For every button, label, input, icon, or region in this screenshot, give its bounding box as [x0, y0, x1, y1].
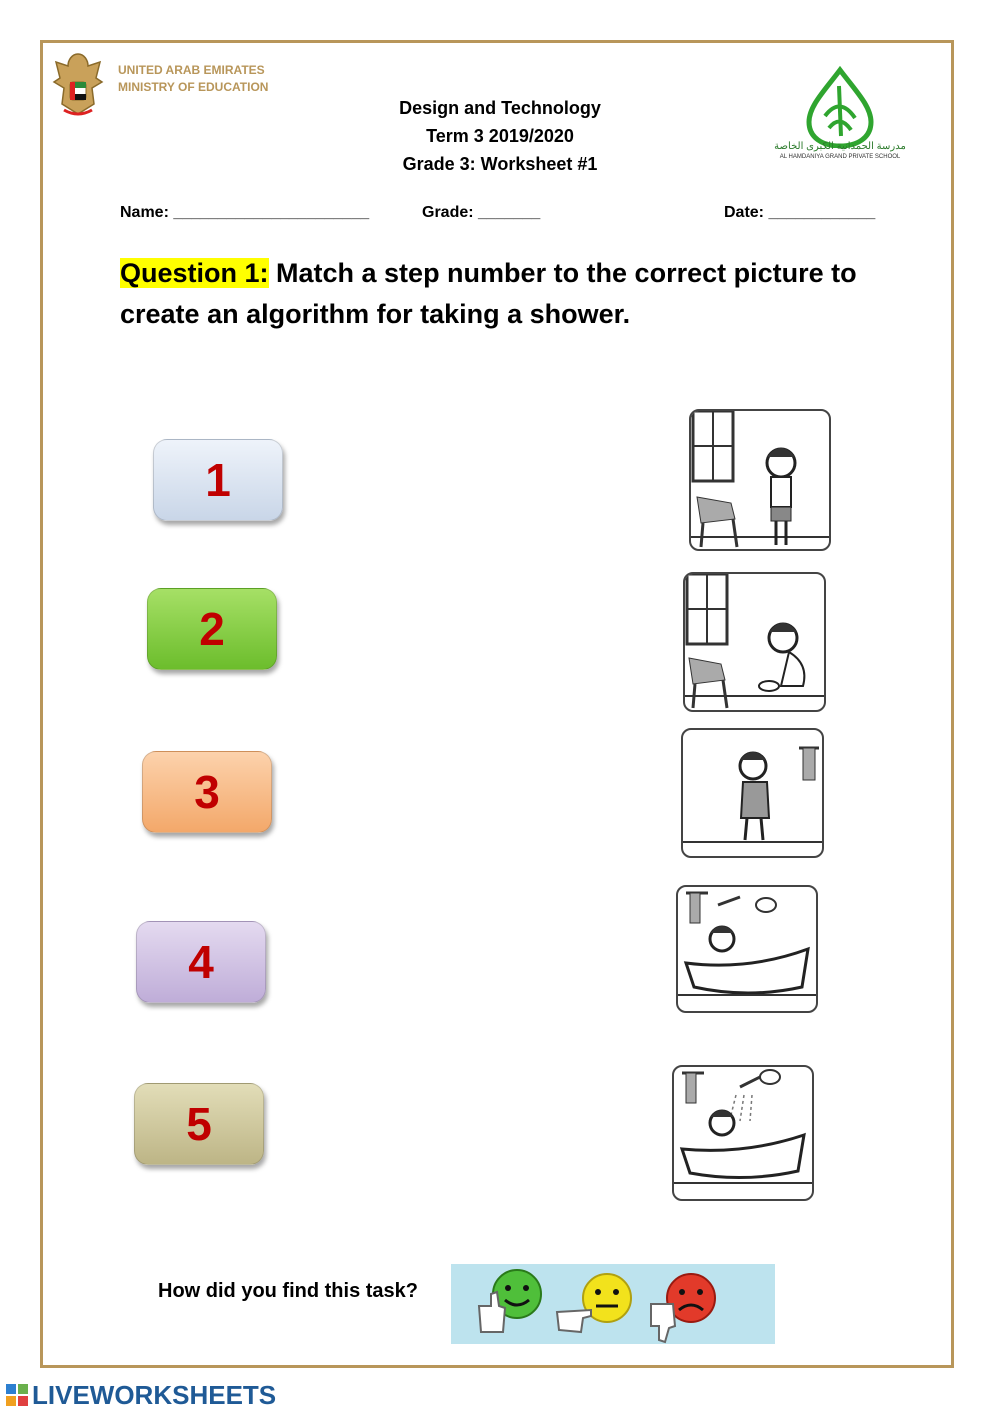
question-text: Match a step number to the correct picture to create an algorithm for taking a shower. [120, 258, 857, 329]
boy-showering-illustration [674, 1067, 812, 1199]
uae-emblem-icon [50, 48, 106, 120]
liveworksheets-logo-icon [6, 1384, 30, 1408]
subject-title: Design and Technology [399, 98, 601, 118]
grade-field[interactable]: Grade: _______ [422, 204, 541, 221]
boy-standing-illustration [691, 411, 829, 549]
picture-boy-standing[interactable] [689, 409, 831, 551]
picture-boy-showering[interactable] [672, 1065, 814, 1201]
sad-thumbs-down-icon[interactable] [651, 1274, 715, 1342]
picture-boy-drying[interactable] [681, 728, 824, 858]
step-box-2[interactable]: 2 [147, 588, 277, 670]
school-english-name: AL HAMDANIYA GRAND PRIVATE SCHOOL [779, 154, 901, 160]
school-logo-icon [795, 66, 885, 148]
ministry-text [118, 62, 268, 96]
question-1 [120, 253, 880, 335]
picture-boy-removing-shoes[interactable] [683, 572, 826, 712]
ministry-line2: MINISTRY OF EDUCATION [118, 80, 269, 94]
step-box-3[interactable]: 3 [142, 751, 272, 833]
neutral-thumb-sideways-icon[interactable] [557, 1274, 631, 1332]
question-label: Question 1: [120, 258, 269, 288]
grade-worksheet-title: Grade 3: Worksheet #1 [402, 154, 598, 174]
step-box-4[interactable]: 4 [136, 921, 266, 1003]
date-field[interactable]: Date: ____________ [724, 204, 876, 221]
worksheet-header [340, 94, 660, 178]
boy-in-bathtub-illustration [678, 887, 816, 1011]
step-box-1[interactable]: 1 [153, 439, 283, 521]
name-field[interactable]: Name: ______________________ [120, 204, 370, 221]
term-title: Term 3 2019/2020 [426, 126, 574, 146]
boy-removing-shoes-illustration [685, 574, 824, 710]
feedback-question: How did you find this task? [158, 1280, 418, 1302]
picture-boy-in-bathtub[interactable] [676, 885, 818, 1013]
happy-thumbs-up-icon[interactable] [479, 1270, 541, 1332]
ministry-line1: UNITED ARAB EMIRATES [118, 63, 265, 77]
step-box-5[interactable]: 5 [134, 1083, 264, 1165]
liveworksheets-brand: LIVEWORKSHEETS [32, 1380, 277, 1410]
boy-drying-illustration [683, 730, 822, 856]
feedback-faces [451, 1264, 775, 1344]
school-arabic-name: مدرسة الحمدانية الكبرى الخاصة [774, 141, 906, 152]
